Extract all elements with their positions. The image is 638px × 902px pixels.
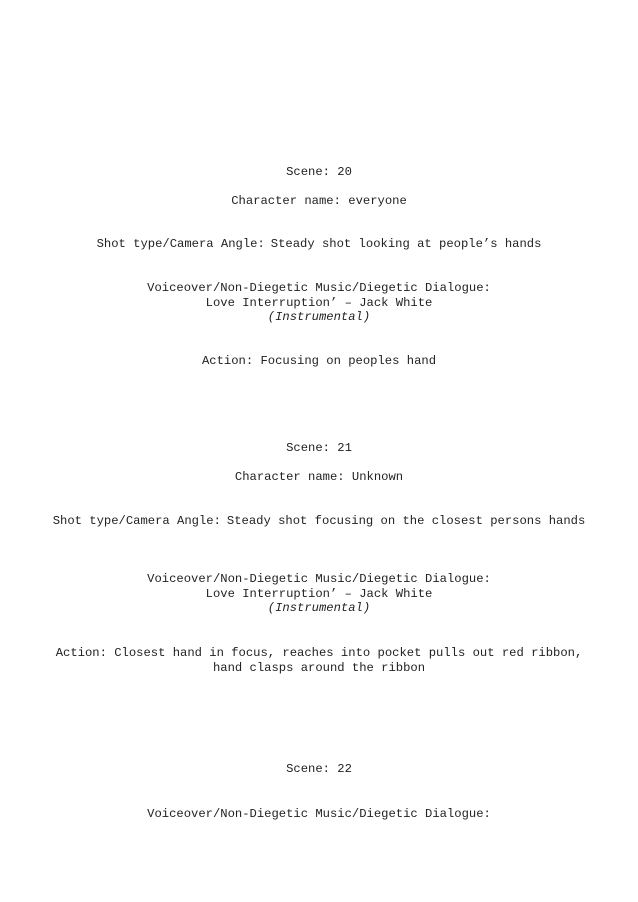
scene-20-action: Action: Focusing on peoples hand <box>201 354 437 368</box>
scene-20-audio-song: Love Interruption’ – Jack White <box>205 296 433 310</box>
scene-21-heading: Scene: 21 <box>286 441 352 455</box>
scene-20-audio-note: (Instrumental) <box>267 310 371 324</box>
scene-22-heading: Scene: 22 <box>286 762 352 776</box>
scene-20-character: Character name: everyone <box>231 194 407 208</box>
scene-20-audio-label: Voiceover/Non-Diegetic Music/Diegetic Dialogue: <box>147 281 491 295</box>
scene-21-shot-value: Steady shot focusing on the closest persons hands <box>226 514 586 528</box>
scene-21-shot-label: Shot type/Camera Angle: <box>52 514 221 528</box>
scene-21-audio-note: (Instrumental) <box>267 601 371 615</box>
scene-21-character: Character name: Unknown <box>234 470 404 484</box>
scene-20-shot-value: Steady shot looking at people’s hands <box>270 237 542 251</box>
scene-21-action-line-1: Action: Closest hand in focus, reaches into pocket pulls out red ribbon, <box>55 646 583 660</box>
scene-21-shot <box>0 514 638 529</box>
scene-20-heading: Scene: 20 <box>286 165 352 179</box>
scene-20-shot-label: Shot type/Camera Angle: <box>96 237 265 251</box>
scene-21-audio-song: Love Interruption’ – Jack White <box>205 587 433 601</box>
scene-21-audio-label: Voiceover/Non-Diegetic Music/Diegetic Dialogue: <box>147 572 491 586</box>
scene-20-shot <box>0 237 638 252</box>
scene-21-action-line-2: hand clasps around the ribbon <box>212 661 426 675</box>
scene-22-audio-label: Voiceover/Non-Diegetic Music/Diegetic Dialogue: <box>147 807 491 821</box>
